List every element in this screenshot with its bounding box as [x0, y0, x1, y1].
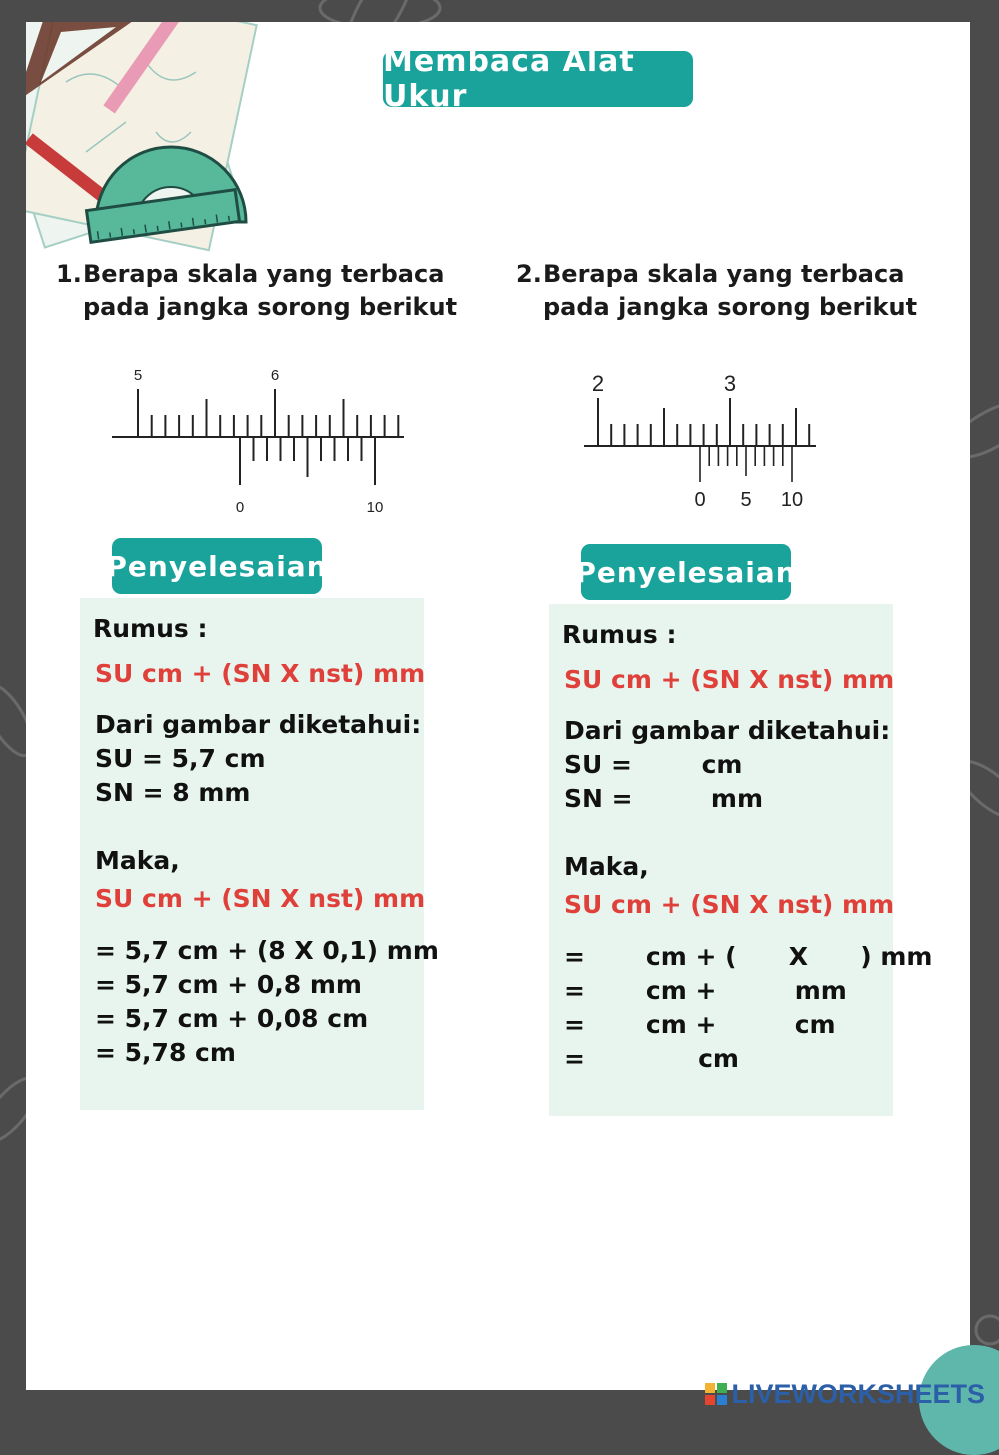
solution-line: = 5,78 cm	[95, 1038, 236, 1067]
solution-line: Rumus :	[93, 614, 208, 643]
answer-blank-line: = cm + mm	[564, 976, 847, 1005]
solution-box-1	[80, 598, 439, 1110]
question-text: Berapa skala yang terbaca pada jangka sorong berikut	[543, 260, 918, 321]
formula-line: SU cm + (SN X nst) mm	[564, 890, 895, 919]
vernier-scale-label: 10	[366, 499, 384, 516]
vernier-caliper-1	[110, 362, 410, 522]
answer-blank-line: = cm	[564, 1044, 739, 1073]
solution-line: Rumus :	[562, 620, 677, 649]
formula-line: SU cm + (SN X nst) mm	[95, 659, 426, 688]
question-1	[56, 258, 476, 324]
answer-blank-line: SN = mm	[564, 784, 764, 813]
main-scale-label: 6	[270, 367, 280, 384]
vernier-caliper-2	[582, 364, 822, 514]
vernier-scale-label: 5	[740, 489, 752, 511]
logo-text: LIVEWORKSHEETS	[731, 1378, 985, 1409]
answer-blank-line: = cm + cm	[564, 1010, 836, 1039]
worksheet-page	[26, 22, 970, 1390]
main-scale-label: 3	[723, 371, 737, 396]
question-2	[516, 258, 936, 324]
vernier-scale-label: 0	[694, 489, 706, 511]
liveworksheets-logo[interactable]	[705, 1379, 985, 1409]
main-scale-label: 2	[591, 371, 605, 396]
solution-line: SU = 5,7 cm	[95, 744, 266, 773]
main-scale-label: 5	[133, 367, 143, 384]
answer-blank-line: SU = cm	[564, 750, 743, 779]
logo-mark-icon	[705, 1383, 727, 1405]
question-number: 2.	[516, 260, 542, 288]
solution-box-2	[549, 604, 933, 1116]
math-tools-illustration	[26, 22, 286, 272]
vernier-scale-label: 10	[780, 489, 804, 511]
worksheet-title: Membaca Alat Ukur	[383, 51, 693, 107]
solution-line: = 5,7 cm + 0,8 mm	[95, 970, 362, 999]
solution-line: Dari gambar diketahui:	[564, 716, 891, 745]
solution-line: = 5,7 cm + 0,08 cm	[95, 1004, 369, 1033]
answer-blank-line: = cm + ( X ) mm	[564, 942, 933, 971]
solution-line: = 5,7 cm + (8 X 0,1) mm	[95, 936, 439, 965]
solution-heading-2: Penyelesaian	[581, 544, 791, 600]
solution-heading-1: Penyelesaian	[112, 538, 322, 594]
formula-line: SU cm + (SN X nst) mm	[95, 884, 426, 913]
solution-line: SN = 8 mm	[95, 778, 251, 807]
solution-line: Maka,	[564, 852, 649, 881]
solution-line: Dari gambar diketahui:	[95, 710, 422, 739]
vernier-scale-label: 0	[235, 499, 245, 516]
formula-line: SU cm + (SN X nst) mm	[564, 665, 895, 694]
solution-line: Maka,	[95, 846, 180, 875]
question-text: Berapa skala yang terbaca pada jangka sorong berikut	[83, 260, 458, 321]
question-number: 1.	[56, 260, 82, 288]
